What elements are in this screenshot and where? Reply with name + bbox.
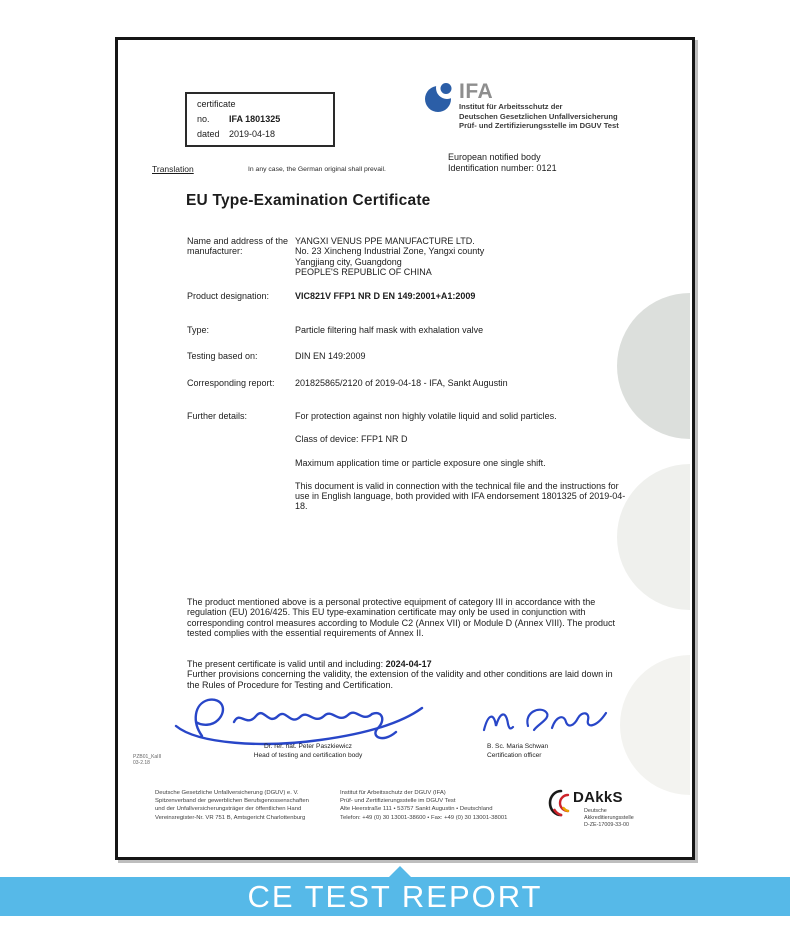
field-row-report — [187, 378, 631, 388]
field-row-manufacturer — [187, 236, 631, 277]
certbox-title: certificate — [197, 99, 236, 109]
footer-line: Deutsche Gesetzliche Unfallversicherung (DGUV) e. V. — [155, 790, 299, 796]
footer-line: Spitzenverband der gewerblichen Berufsgenossenschaften — [155, 798, 309, 805]
certificate-page — [115, 37, 695, 860]
form-ref-line: PZB01_KaIII — [133, 754, 162, 760]
ce-test-report-banner — [0, 877, 790, 916]
footer-dguv-block — [155, 789, 309, 822]
validity-prefix: The present certificate is valid until and including: — [187, 659, 386, 669]
validity-block — [187, 659, 625, 690]
field-row-further-details — [187, 411, 631, 525]
footer-line: und der Unfallversicherungsträger der öffentlichen Hand — [155, 806, 302, 813]
manufacturer-line: No. 23 Xincheng Industrial Zone, Yangxi county — [295, 246, 485, 257]
banner-pointer-icon — [389, 866, 411, 877]
field-label: Corresponding report: — [187, 378, 275, 388]
further-paragraph: This document is valid in connection with the technical file and the instructions for use in English language, both provided with IFA endorsement 1801325 of 2019-04-18. — [295, 480, 626, 512]
ifa-name-line: Prüf- und Zertifizierungsstelle im DGUV Test — [459, 121, 619, 131]
further-paragraph: Class of device: FFP1 NR D — [295, 434, 408, 445]
dakks-sub-line: Akkreditierungsstelle — [584, 814, 634, 821]
field-row-testing — [187, 351, 631, 361]
validity-provisions: Further provisions concerning the validity, the extension of the validity and other conditions are laid down in the Rules of Procedure for Testing and Certification. — [187, 669, 613, 690]
translation-note: In any case, the German original shall prevail. — [248, 166, 386, 173]
certificate-date: 2019-04-18 — [229, 129, 276, 139]
field-value: Particle filtering half mask with exhalation valve — [295, 325, 484, 335]
ifa-acronym: IFA — [459, 80, 494, 103]
validity-date: 2024-04-17 — [385, 659, 432, 669]
manufacturer-line: PEOPLE'S REPUBLIC OF CHINA — [295, 266, 432, 277]
dakks-sub-block — [584, 808, 634, 828]
ifa-institute-name — [459, 102, 619, 131]
document-title: EU Type-Examination Certificate — [186, 192, 431, 209]
product-designation: VIC821V FFP1 NR D EN 149:2001+A1:2009 — [295, 291, 476, 301]
footer-line: Institut für Arbeitsschutz der DGUV (IFA) — [340, 790, 446, 796]
signatory-right — [487, 742, 548, 760]
field-label: Further details: — [187, 411, 248, 421]
legal-paragraph: The product mentioned above is a personal protective equipment of category III in accordance with the regulation (EU) 2016/425. This EU type-examination certificate may only be used in conjunction with corresponding control measures according to Module C2 (Annex VII) or Module D (Annex VIII). The product tested complies with the essential requirements of Annex II. — [187, 597, 616, 639]
footer-line: Prüf- und Zertifizierungsstelle im DGUV Test — [340, 798, 456, 805]
footer-ifa-block — [340, 789, 507, 822]
signatory-left — [198, 742, 418, 760]
dakks-arcs-icon — [548, 788, 572, 818]
dakks-logo — [548, 788, 668, 838]
signatory-role: Head of testing and certification body — [253, 752, 363, 759]
watermark-circle — [620, 655, 690, 795]
further-details — [295, 411, 631, 525]
manufacturer-line: Yangjiang city, Guangdong — [295, 256, 402, 267]
certbox-dated-label: dated — [197, 129, 220, 139]
translation-label: Translation — [152, 164, 194, 174]
field-row-type — [187, 325, 631, 335]
ifa-logo-icon — [425, 82, 457, 114]
banner-text: CE TEST REPORT — [247, 878, 543, 914]
further-paragraph: For protection against non highly volatile liquid and solid particles. — [295, 411, 557, 421]
further-paragraph: Maximum application time or particle exposure one single shift. — [295, 457, 546, 468]
field-value: 201825865/2120 of 2019-04-18 - IFA, Sankt Augustin — [295, 378, 508, 388]
validity-line — [187, 659, 625, 669]
dakks-sub-line: D-ZE-17009-33-00 — [584, 821, 629, 828]
ifa-name-line: Institut für Arbeitsschutz der — [459, 102, 563, 111]
field-label: Name and address of the manufacturer: — [187, 236, 289, 257]
field-label: Product designation: — [187, 291, 270, 301]
dakks-name: DAkkS — [573, 789, 623, 806]
field-label: Type: — [187, 325, 210, 335]
certbox-no-label: no. — [197, 114, 210, 124]
form-ref-line: 03-2.18 — [133, 760, 150, 766]
form-reference — [133, 754, 161, 766]
manufacturer-line: YANGXI VENUS PPE MANUFACTURE LTD. — [295, 236, 475, 246]
footer-line: Alte Heerstraße 111 • 53757 Sankt Augustin • Deutschland — [340, 806, 493, 813]
signatory-name: B. Sc. Maria Schwan — [487, 743, 549, 750]
field-value — [295, 236, 631, 277]
field-value: DIN EN 149:2009 — [295, 351, 366, 361]
footer-line: Telefon: +49 (0) 30 13001-38600 • Fax: +49 (0) 30 13001-38001 — [340, 814, 508, 821]
dakks-sub-line: Deutsche — [584, 808, 607, 814]
footer-line: Vereinsregister-Nr. VR 751 B, Amtsgericht Charlottenburg — [155, 814, 306, 821]
field-label: Testing based on: — [187, 351, 258, 361]
certificate-number: IFA 1801325 — [229, 114, 281, 124]
certificate-number-box — [185, 92, 335, 147]
signatory-name: Dr. rer. nat. Peter Paszkiewicz — [264, 743, 352, 750]
notified-body-id: Identification number: 0121 — [448, 162, 557, 173]
signatory-role: Certification officer — [487, 752, 542, 759]
ifa-name-line: Deutschen Gesetzlichen Unfallversicherung — [459, 111, 618, 121]
notified-body-line: European notified body — [448, 152, 541, 162]
notified-body-block — [448, 152, 557, 173]
field-row-product — [187, 291, 631, 301]
